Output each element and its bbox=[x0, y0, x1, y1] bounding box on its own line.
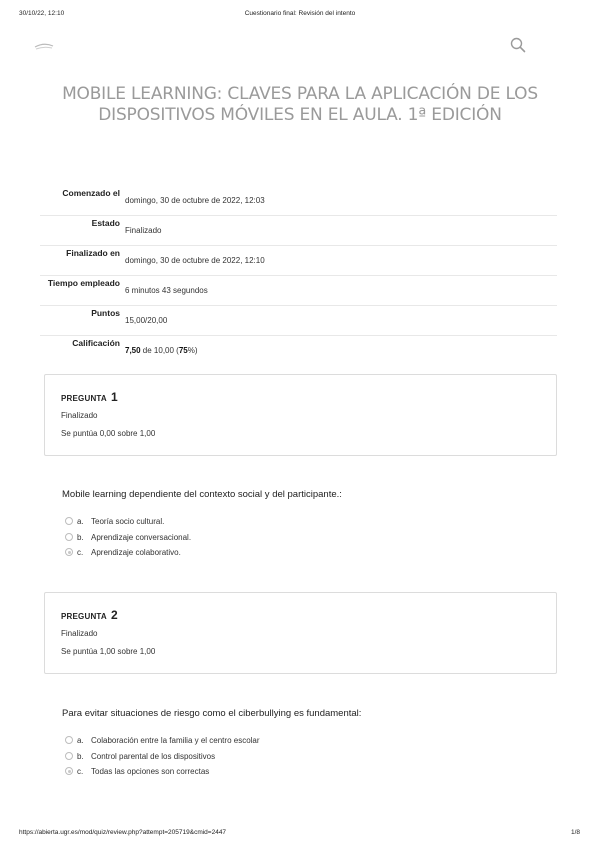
question-grade: Se puntúa 1,00 sobre 1,00 bbox=[61, 647, 156, 656]
option-text: Control parental de los dispositivos bbox=[91, 751, 216, 761]
question-number: 2 bbox=[111, 608, 118, 622]
question-title: PREGUNTA 1 bbox=[61, 390, 118, 404]
summary-value: Finalizado bbox=[125, 226, 162, 235]
option-text: Aprendizaje colaborativo. bbox=[91, 548, 181, 557]
grade-middle: de 10,00 ( bbox=[140, 346, 179, 355]
grade-score: 7,50 bbox=[125, 346, 141, 355]
radio-button[interactable] bbox=[65, 752, 73, 760]
course-title: MOBILE LEARNING: CLAVES PARA LA APLICACIÓN DE LOS DISPOSITIVOS MÓVILES EN EL AULA. 1ª EDICIÓN bbox=[62, 84, 538, 125]
option-letter: c. bbox=[77, 548, 84, 557]
option-text: Aprendizaje conversacional. bbox=[91, 532, 192, 542]
summary-value: domingo, 30 de octubre de 2022, 12:03 bbox=[125, 196, 265, 205]
radio-button[interactable] bbox=[65, 533, 73, 541]
radio-button-selected[interactable] bbox=[65, 548, 73, 556]
question-number: 1 bbox=[111, 390, 118, 404]
radio-button-selected[interactable] bbox=[65, 767, 73, 775]
question-info-2 bbox=[44, 592, 557, 674]
search-icon[interactable] bbox=[510, 37, 526, 53]
question-text-2: Para evitar situaciones de riesgo como el ciberbullying es fundamental: bbox=[62, 708, 362, 719]
summary-value: 6 minutos 43 segundos bbox=[125, 286, 208, 295]
summary-label: Comenzado el bbox=[62, 188, 120, 198]
print-datetime: 30/10/22, 12:10 bbox=[19, 10, 65, 17]
summary-label: Calificación bbox=[72, 338, 120, 348]
summary-row-grade bbox=[40, 336, 557, 366]
question-title: PREGUNTA 2 bbox=[61, 608, 118, 622]
summary-label: Finalizado en bbox=[66, 248, 120, 258]
grade-value bbox=[125, 346, 198, 355]
option-text: Teoría socio cultural. bbox=[91, 517, 165, 526]
radio-button[interactable] bbox=[65, 517, 73, 525]
question-state: Finalizado bbox=[61, 629, 98, 638]
option-letter: a. bbox=[77, 517, 84, 526]
summary-value: domingo, 30 de octubre de 2022, 12:10 bbox=[125, 256, 265, 265]
question-text-1: Mobile learning dependiente del contexto social y del participante.: bbox=[62, 489, 342, 500]
summary-label: Tiempo empleado bbox=[47, 278, 120, 288]
grade-suffix: %) bbox=[187, 346, 198, 355]
summary-row-finished bbox=[40, 246, 557, 276]
summary-row-time bbox=[40, 276, 557, 306]
summary-value: 15,00/20,00 bbox=[125, 316, 168, 325]
question-state: Finalizado bbox=[61, 411, 98, 420]
summary-row-points bbox=[40, 306, 557, 336]
option-letter: c. bbox=[77, 767, 84, 776]
option-letter: b. bbox=[77, 751, 84, 761]
print-page-title: Cuestionario final: Revisión del intento bbox=[244, 10, 356, 17]
option-text: Todas las opciones son correctas bbox=[91, 767, 210, 776]
grade-percent: 75 bbox=[178, 346, 188, 355]
logo-icon[interactable] bbox=[33, 40, 55, 52]
option-letter: b. bbox=[77, 532, 84, 542]
summary-row-started bbox=[40, 186, 557, 216]
option-letter: a. bbox=[77, 736, 84, 745]
attempt-summary bbox=[40, 186, 557, 366]
question-info-1 bbox=[44, 374, 557, 456]
question-grade: Se puntúa 0,00 sobre 1,00 bbox=[61, 429, 156, 438]
summary-row-state bbox=[40, 216, 557, 246]
summary-label: Estado bbox=[91, 218, 120, 228]
radio-button[interactable] bbox=[65, 736, 73, 744]
print-page-number: 1/8 bbox=[570, 829, 580, 836]
print-url: https://abierta.ugr.es/mod/quiz/review.php?attempt=205719&cmid=2447 bbox=[19, 829, 227, 836]
option-text: Colaboración entre la familia y el centro escolar bbox=[91, 736, 260, 745]
summary-label: Puntos bbox=[91, 308, 120, 318]
